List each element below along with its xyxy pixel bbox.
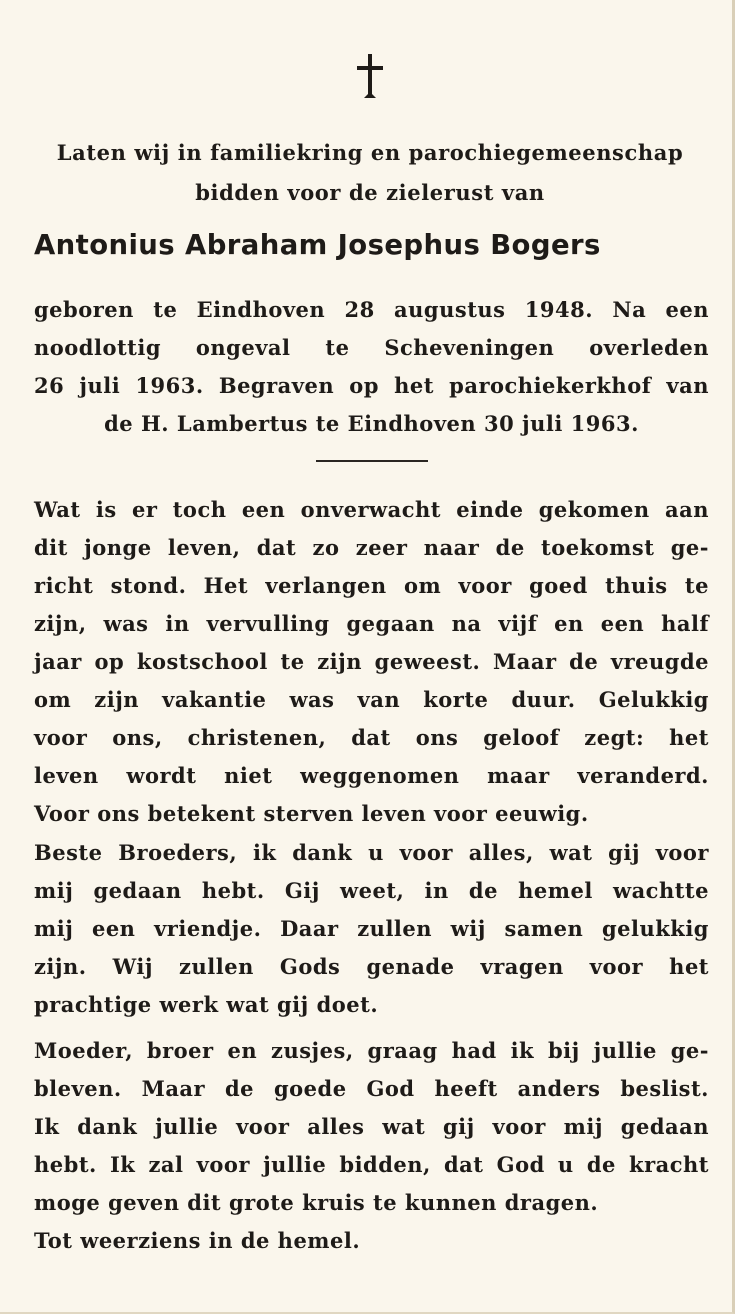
paragraph-line: om zijn vakantie was van korte duur. Gelukkig — [34, 687, 709, 712]
paragraph-line: zijn. Wij zullen Gods genade vragen voor het — [34, 954, 709, 979]
bio-line: geboren te Eindhoven 28 augustus 1948. Na een — [34, 297, 709, 322]
paragraph-line: Wat is er toch een onverwacht einde gekomen aan — [34, 497, 709, 522]
intro-line-2: bidden voor de zielerust van — [195, 180, 545, 205]
paragraph-line: bleven. Maar de goede God heeft anders beslist. — [34, 1076, 709, 1101]
deceased-name: Antonius Abraham Josephus Bogers — [34, 229, 601, 261]
paragraph-line: mij gedaan hebt. Gij weet, in de hemel wachtte — [34, 878, 709, 903]
bio-block — [34, 291, 709, 443]
paragraph-2 — [34, 834, 709, 1024]
paragraph-line: dit jonge leven, dat zo zeer naar de toekomst ge- — [34, 535, 709, 560]
paragraph-line: Beste Broeders, ik dank u voor alles, wat gij voor — [34, 840, 709, 865]
paragraph-3 — [34, 1032, 709, 1260]
paragraph-line: moge geven dit grote kruis te kunnen dragen. — [34, 1190, 599, 1215]
bio-line: de H. Lambertus te Eindhoven 30 juli 1963. — [104, 411, 639, 436]
paragraph-line: Voor ons betekent sterven leven voor eeuwig. — [34, 801, 589, 826]
intro-text — [30, 133, 710, 213]
paragraph-line: Ik dank jullie voor alles wat gij voor mij gedaan — [34, 1114, 709, 1139]
bio-line: noodlottig ongeval te Scheveningen overleden — [34, 335, 709, 360]
paragraph-line: voor ons, christenen, dat ons geloof zegt: het — [34, 725, 709, 750]
paragraph-line: zijn, was in vervulling gegaan na vijf en een half — [34, 611, 709, 636]
paragraph-line: Moeder, broer en zusjes, graag had ik bij jullie ge- — [34, 1038, 709, 1063]
paragraph-line: mij een vriendje. Daar zullen wij samen gelukkig — [34, 916, 709, 941]
paragraph-line: leven wordt niet weggenomen maar veranderd. — [34, 763, 709, 788]
cross-icon — [352, 52, 388, 100]
paragraph-1 — [34, 491, 709, 833]
intro-line-1: Laten wij in familiekring en parochiegemeenschap — [56, 140, 684, 165]
bio-line: 26 juli 1963. Begraven op het parochiekerkhof van — [34, 373, 709, 398]
paragraph-line: prachtige werk wat gij doet. — [34, 992, 379, 1017]
paragraph-line: Tot weerziens in de hemel. — [34, 1228, 361, 1253]
paragraph-line: jaar op kostschool te zijn geweest. Maar de vreugde — [34, 649, 709, 674]
divider — [316, 460, 428, 462]
paragraph-line: hebt. Ik zal voor jullie bidden, dat God u de kracht — [34, 1152, 709, 1177]
paragraph-line: richt stond. Het verlangen om voor goed thuis te — [34, 573, 709, 598]
